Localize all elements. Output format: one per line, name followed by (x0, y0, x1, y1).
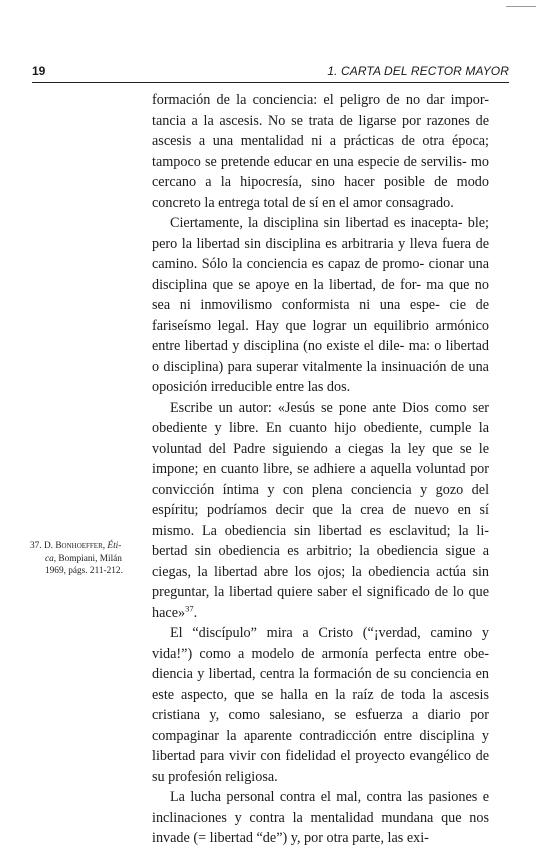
page-header (32, 64, 509, 82)
text-line: bertad sin obediencia es arbitrio; la obediencia sigue a (152, 543, 489, 559)
paragraph-1 (152, 90, 489, 213)
paragraph-5 (152, 787, 489, 849)
text-line: cionar una disciplina que se apoye en la libertad, de for- (152, 256, 490, 293)
text-line: preguntar, la libertad quiere saber el significado de lo (152, 584, 464, 600)
main-text (152, 90, 489, 849)
footnote-pages: 1969, págs. 211-212. (45, 566, 123, 576)
text-line: ble; pero la libertad sin disciplina es arbitraria y lleva (152, 215, 489, 252)
text-line: libertad para vivir con fidelidad el proyecto evangélico (152, 748, 471, 764)
text-line: formación de la conciencia: el peligro de no dar impor- (152, 92, 489, 108)
page-number: 19 (32, 64, 46, 78)
text-line: diencia y libertad, centra la formación de su conciencia (152, 666, 472, 682)
footnote-author: Bonhoeffer (55, 541, 103, 551)
text-line: cie de fariseísmo legal. Hay que lograr un equilibrio (152, 297, 489, 334)
text-line: cristiana y, como salesiano, se esfuerza a diario por (152, 707, 489, 723)
text-line: obediente y libre. En cuanto hijo obediente, cumple la (152, 420, 489, 436)
text-line: ascesis a una mentalidad ni a prácticas de otra época; (152, 133, 489, 149)
text-line: nos invade (= libertad “de”) y, por otra parte, las exi- (152, 809, 490, 846)
text-line: El “discípulo” mira a Cristo (“¡verdad, camino y (170, 625, 489, 641)
footnote-reference: 37 (185, 602, 194, 613)
text-line: mismo. La obediencia sin libertad es esclavitud; la li- (152, 522, 489, 539)
footnote-continuation (30, 553, 136, 566)
paragraph-4 (152, 623, 489, 787)
running-title: 1. CARTA DEL RECTOR MAYOR (327, 64, 509, 78)
text-line: impone; en cuanto libre, se adhiere a aquella voluntad (152, 461, 466, 477)
text-line: mo cercano a la hipocresía, sino hacer posible de modo (152, 153, 489, 190)
text-line: tampoco se pretende educar en una especie de servilis- (152, 153, 467, 170)
text-line: vida!”) como a modelo de armonía perfecta entre obe- (152, 645, 489, 662)
text-line-end: . (193, 604, 198, 621)
text-line: de su profesión religiosa. (152, 748, 489, 785)
margin-footnote: 37. D. Bonhoeffer, Éti- ca, Bompiani, Milán 1969, págs. 211-212. (30, 540, 136, 578)
text-line: tancia a la ascesis. No se trata de ligarse por razones de (152, 112, 489, 129)
text-line: que hace» (152, 584, 490, 621)
footnote-title-end: ca (45, 553, 54, 564)
text-line: en este aspecto, que se halla en la raíz de toda la ascesis (152, 666, 489, 703)
text-line: compaginar la aparente contradicción entre disciplina y (152, 727, 489, 744)
text-line: ciegas, la libertad abre los ojos; la obediencia actúa sin (152, 563, 489, 580)
text-line: del espíritu; podríamos decir que la crea de nuevo en sí (152, 481, 490, 518)
footnote-number: 37. (30, 541, 42, 551)
paragraph-2 (152, 213, 489, 398)
paragraph-3 (152, 398, 489, 624)
text-line: voluntad del Padre siguiendo a ciegas la ley que se le (152, 440, 489, 457)
text-line: ma: o libertad o disciplina) para superar vitalmente la (152, 338, 490, 375)
footnote-author-initial: D. (43, 541, 53, 551)
footnote-title: Éti- (107, 541, 122, 551)
text-line: insinuación de una oposición irreducible entre las dos. (152, 358, 489, 395)
text-line: Escribe un autor: «Jesús se pone ante Dios como ser (170, 399, 489, 416)
header-rule (32, 82, 509, 83)
text-line: e inclinaciones y contra la mentalidad mundana que (152, 789, 489, 826)
text-line: Ciertamente, la disciplina sin libertad es inacepta- (170, 215, 463, 231)
text-line: fuera de camino. Sólo la conciencia es capaz de promo- (152, 235, 490, 272)
corner-mark (506, 6, 536, 7)
text-line: armónico entre libertad y disciplina (no existe el dile- (152, 317, 489, 354)
text-line: concreto la entrega total de sí en el amor consagrado. (152, 194, 454, 211)
text-line: La lucha personal contra el mal, contra las pasiones (170, 789, 478, 805)
footnote-publisher: , Bompiani, Milán (53, 553, 122, 564)
text-line: por convicción íntima y con plena conciencia y gozo (152, 461, 489, 498)
text-line: ma que no sea ni inmovilismo conformista ni una espe- (152, 276, 489, 313)
